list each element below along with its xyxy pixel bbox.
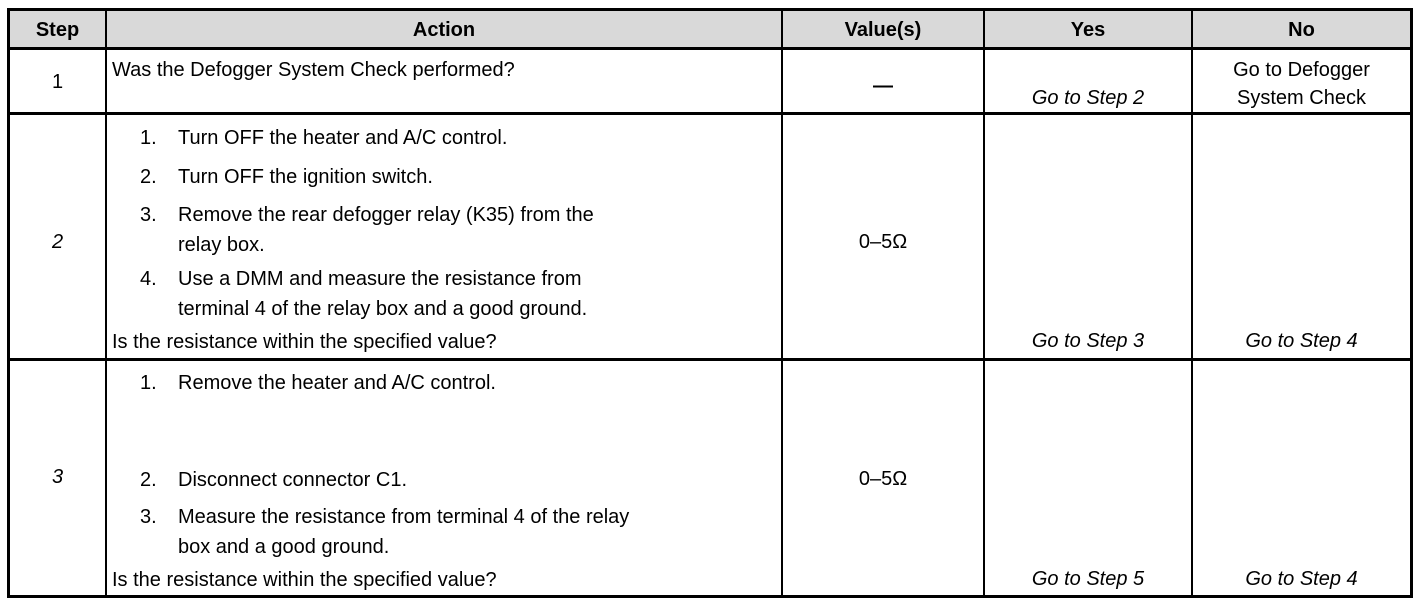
list-item-number: 1.: [140, 372, 157, 394]
list-item-number: 1.: [140, 127, 157, 149]
action-question: Was the Defogger System Check performed?: [112, 59, 515, 81]
list-item-text: Remove the rear defogger relay (K35) from the: [178, 204, 594, 226]
step-number: 3: [51, 466, 64, 488]
list-item-text: Remove the heater and A/C control.: [178, 372, 496, 394]
list-item-text: Measure the resistance from terminal 4 of the relay: [178, 506, 630, 528]
yes-cell: Go to Step 2: [1031, 87, 1145, 109]
list-item-text-continued: terminal 4 of the relay box and a good ground.: [178, 298, 588, 320]
list-item: [140, 502, 770, 562]
list-item-number: 2.: [140, 166, 157, 188]
action-question: Is the resistance within the specified value?: [112, 331, 497, 353]
value-cell: 0–5Ω: [858, 468, 908, 490]
list-item: [140, 162, 770, 192]
list-item: [140, 200, 770, 260]
list-item-number: 2.: [140, 469, 157, 491]
list-item: [140, 465, 770, 495]
header-yes: Yes: [1070, 19, 1106, 41]
list-item-text: Use a DMM and measure the resistance from: [178, 268, 582, 290]
header-action: Action: [412, 19, 476, 41]
yes-cell: Go to Step 5: [1031, 568, 1145, 590]
column-divider: [105, 11, 107, 595]
step-number: 2: [51, 231, 64, 253]
list-item-number: 3.: [140, 506, 157, 528]
row-divider: [10, 358, 1410, 361]
value-cell: 0–5Ω: [858, 231, 908, 253]
list-item-text: Turn OFF the ignition switch.: [178, 166, 433, 188]
list-item: [140, 123, 770, 153]
header-values: Value(s): [844, 19, 922, 41]
action-question: Is the resistance within the specified value?: [112, 569, 497, 591]
list-item-text: Disconnect connector C1.: [178, 469, 408, 491]
list-item-text-continued: box and a good ground.: [178, 536, 390, 558]
no-cell-line1: Go to Defogger: [1233, 59, 1370, 81]
list-item-number: 4.: [140, 268, 157, 290]
step-number: 1: [51, 71, 64, 93]
diagnostic-table: [7, 8, 1413, 598]
yes-cell: Go to Step 3: [1031, 330, 1145, 352]
list-item: [140, 368, 770, 398]
header-no: No: [1288, 19, 1315, 41]
no-cell-line2: System Check: [1237, 87, 1366, 109]
list-item-text: Turn OFF the heater and A/C control.: [178, 127, 508, 149]
list-item-text-continued: relay box.: [178, 234, 265, 256]
header-step: Step: [35, 19, 80, 41]
list-item: [140, 264, 770, 324]
no-cell: Go to Step 4: [1245, 568, 1358, 590]
row-divider: [10, 112, 1410, 115]
no-cell: Go to Step 4: [1245, 330, 1358, 352]
list-item-number: 3.: [140, 204, 157, 226]
value-cell: —: [873, 75, 893, 97]
